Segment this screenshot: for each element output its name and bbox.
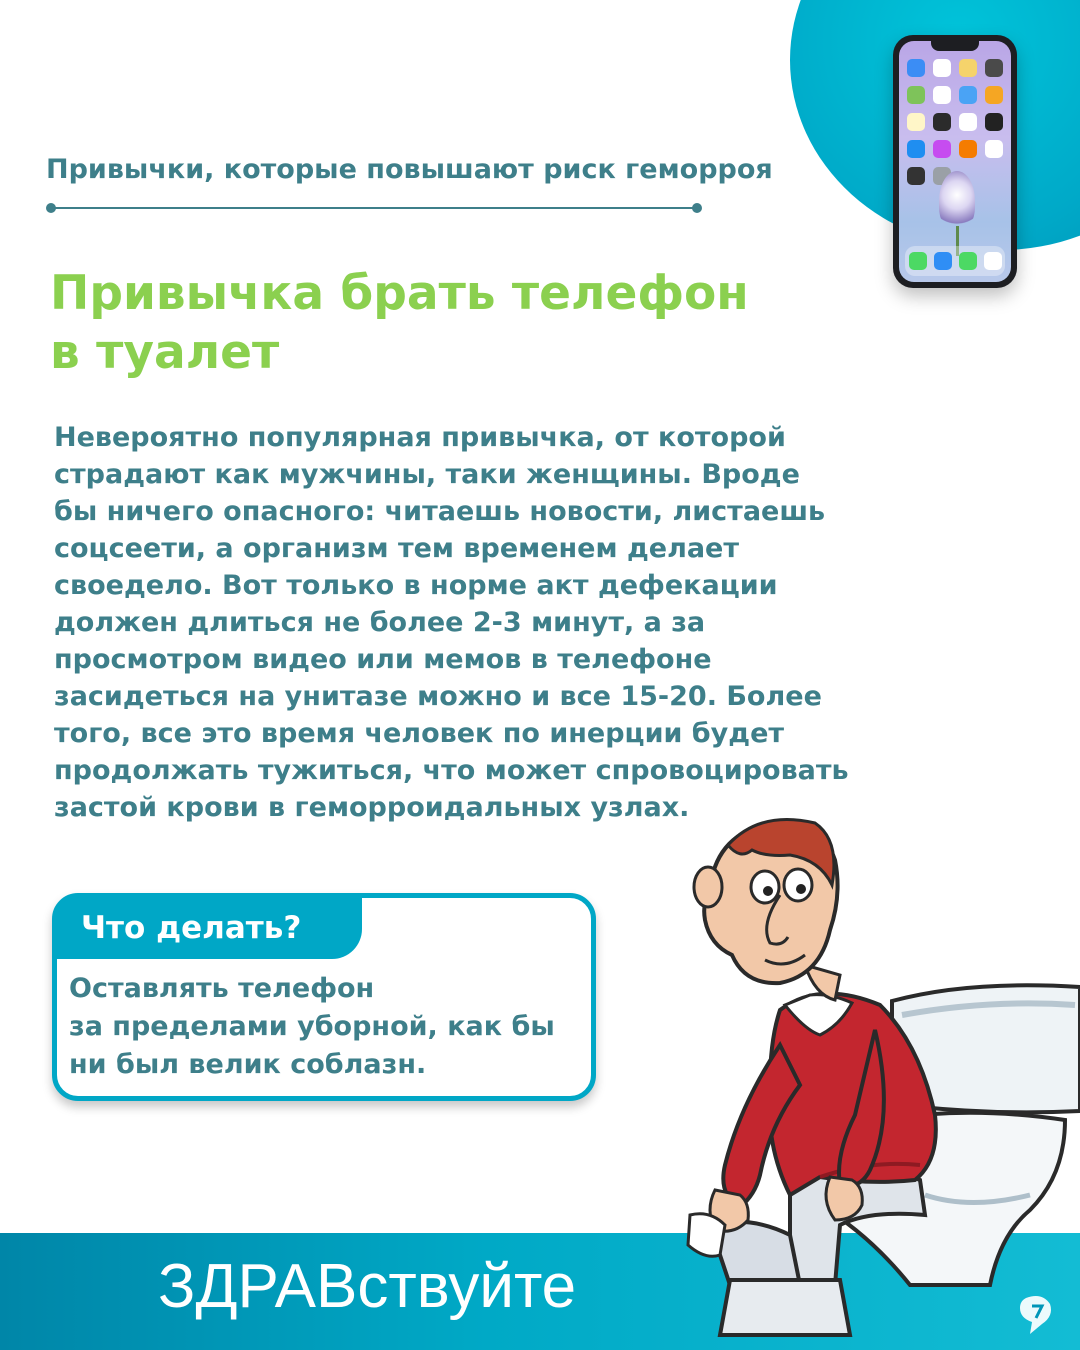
advice-card — [52, 893, 596, 1101]
body-line: засидеться на унитазе можно и все 15-20. Более — [54, 681, 822, 712]
body-line: просмотром видео или мемов в телефоне — [54, 644, 712, 675]
app-icon — [985, 86, 1003, 104]
app-icon — [985, 113, 1003, 131]
safari-app-icon — [934, 252, 952, 270]
body-line: застой крови в геморроидальных узлах. — [54, 792, 690, 823]
page-title — [50, 264, 810, 382]
phone-notch — [931, 41, 979, 51]
body-line: должен длиться не более 2-3 минут, а за — [54, 607, 706, 638]
advice-tab — [56, 897, 362, 959]
phone-app-icon — [909, 252, 927, 270]
app-icon — [907, 86, 925, 104]
body-line: продолжать тужиться, что может спровоцировать — [54, 755, 849, 786]
advice-text — [69, 970, 555, 1084]
body-line: соцсеети, а организм тем временем делает — [54, 533, 740, 564]
app-icon — [933, 86, 951, 104]
body-line: бы ничего опасного: читаешь новости, листаешь — [54, 496, 826, 527]
advice-title: Что делать? — [81, 910, 302, 946]
app-icon — [907, 167, 925, 185]
messages-app-icon — [959, 252, 977, 270]
app-icon — [907, 59, 925, 77]
body-line: страдают как мужчины, таки женщины. Вроде — [54, 459, 800, 490]
phone-app-grid — [907, 59, 1003, 185]
app-icon — [959, 113, 977, 131]
music-app-icon — [984, 252, 1002, 270]
app-icon — [933, 59, 951, 77]
app-icon — [907, 113, 925, 131]
advice-line: за пределами уборной, как бы — [69, 1011, 555, 1042]
advice-line: Оставлять телефон — [69, 973, 375, 1004]
man-on-toilet-illustration — [670, 815, 1080, 1350]
body-line: Невероятно популярная привычка, от которой — [54, 422, 786, 453]
body-line: своеделo. Вот только в норме акт дефекации — [54, 570, 778, 601]
series-subtitle: Привычки, которые повышают риск геморроя — [46, 154, 773, 185]
brand-logo-icon — [1012, 1290, 1058, 1336]
subtitle-divider — [50, 207, 698, 209]
phone-screen — [899, 41, 1011, 282]
advice-line: ни был велик соблазн. — [69, 1049, 427, 1080]
app-icon — [933, 140, 951, 158]
app-icon — [959, 86, 977, 104]
title-line: Привычка брать телефон — [50, 266, 749, 321]
flower-wallpaper — [939, 171, 975, 231]
app-icon — [959, 140, 977, 158]
app-icon — [985, 59, 1003, 77]
brand-name: ЗДРАВствуйте — [158, 1252, 577, 1321]
title-line: в туалет — [50, 325, 280, 380]
app-icon — [985, 140, 1003, 158]
body-paragraph — [54, 419, 914, 826]
body-line: того, все это время человек по инерции будет — [54, 718, 785, 749]
app-icon — [907, 140, 925, 158]
smartphone-icon — [893, 35, 1017, 288]
phone-dock — [905, 246, 1005, 276]
app-icon — [959, 59, 977, 77]
app-icon — [933, 113, 951, 131]
